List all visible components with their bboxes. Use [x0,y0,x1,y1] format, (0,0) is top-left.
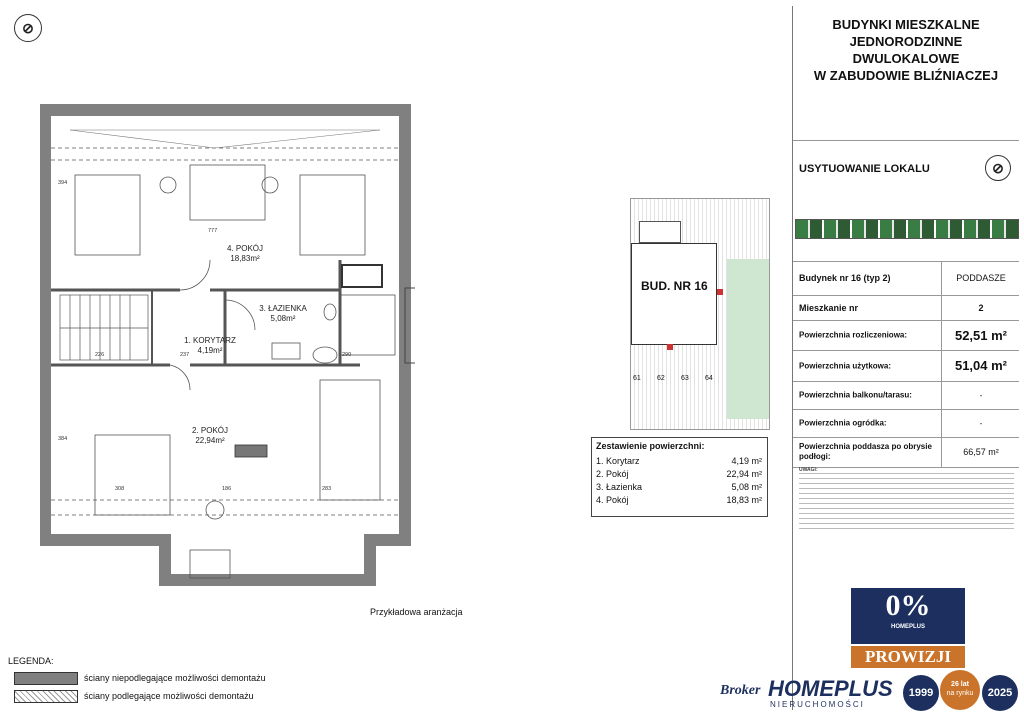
summary-row: 2. Pokój 22,94 m² [596,469,762,479]
north-arrow-icon: ⊘ [985,155,1011,181]
legend-title: LEGENDA: [8,656,54,666]
plot-number: 63 [681,375,689,382]
dimension-label: 283 [322,486,332,492]
legend-swatch-hatched [14,690,78,703]
summary-row: 4. Pokój 18,83 m² [596,495,762,505]
plan-caption: Przykładowa aranżacja [370,607,463,617]
brand-logo: HOMEPLUS [768,676,893,701]
marker-icon [667,344,673,350]
area-summary [591,437,768,517]
promo-banner: PROWIZJI [851,646,965,668]
dimension-label: 777 [208,228,218,234]
dimension-label: 384 [58,436,68,442]
plot-number: 61 [633,375,641,382]
info-row: Powierzchnia poddasza po obrysie podłogi: 66,57 m² [793,437,1019,468]
project-title: BUDYNKI MIESZKALNE JEDNORODZINNE DWULOKALOWE W ZABUDOWIE BLIŹNIACZEJ [793,6,1019,141]
site-map [630,198,770,430]
plot-number: 64 [705,375,713,382]
info-row: Powierzchnia użytkowa: 51,04 m² [793,350,1019,382]
room-label: 1. KORYTARZ 4,19m² [184,336,236,355]
dimension-label: 394 [58,180,68,186]
dimension-label: 186 [222,486,232,492]
room-label: 2. POKÓJ 22,94m² [191,426,228,445]
dimension-label: 226 [95,352,105,358]
info-row: Mieszkanie nr 2 [793,295,1019,321]
legend-item-label: ściany niepodlegające możliwości demontażu [84,673,266,683]
legend-item-label: ściany podlegające możliwości demontażu [84,691,254,701]
broker-label: Broker [720,683,761,698]
year-start-badge: 1999 [903,675,939,711]
notes: UWAGI: [799,468,1014,533]
brand-sub: NIERUCHOMOŚCI [770,700,865,709]
summary-title: Zestawienie powierzchni: [596,441,705,451]
info-row: Powierzchnia balkonu/tarasu: - [793,381,1019,410]
room-label: 3. ŁAZIENKA 5,08m² [259,304,307,323]
dimension-label: 237 [180,352,190,358]
info-row: Powierzchnia rozliczeniowa: 52,51 m² [793,320,1019,351]
promo-badge: 0% HOMEPLUS [851,588,965,644]
north-arrow-icon: ⊘ [14,14,42,42]
year-end-badge: 2025 [982,675,1018,711]
summary-row: 1. Korytarz 4,19 m² [596,456,762,466]
dimension-label: 308 [115,486,125,492]
room-label: 4. POKÓJ 18,83m² [226,244,263,263]
info-row: Powierzchnia ogródka: - [793,409,1019,438]
situation-section [793,141,1019,262]
years-badge: 26 lat na rynku [940,670,980,710]
situation-title: USYTUOWANIE LOKALU [799,163,930,175]
plot-number: 62 [657,375,665,382]
marker-icon [717,289,723,295]
info-row: Budynek nr 16 (typ 2) PODDASZE [793,261,1019,296]
summary-row: 3. Łazienka 5,08 m² [596,482,762,492]
info-panel [792,6,1019,710]
site-strip [795,219,1019,239]
building-label: BUD. NR 16 [641,279,708,293]
dimension-label: 290 [342,352,352,358]
legend-swatch-solid [14,672,78,685]
